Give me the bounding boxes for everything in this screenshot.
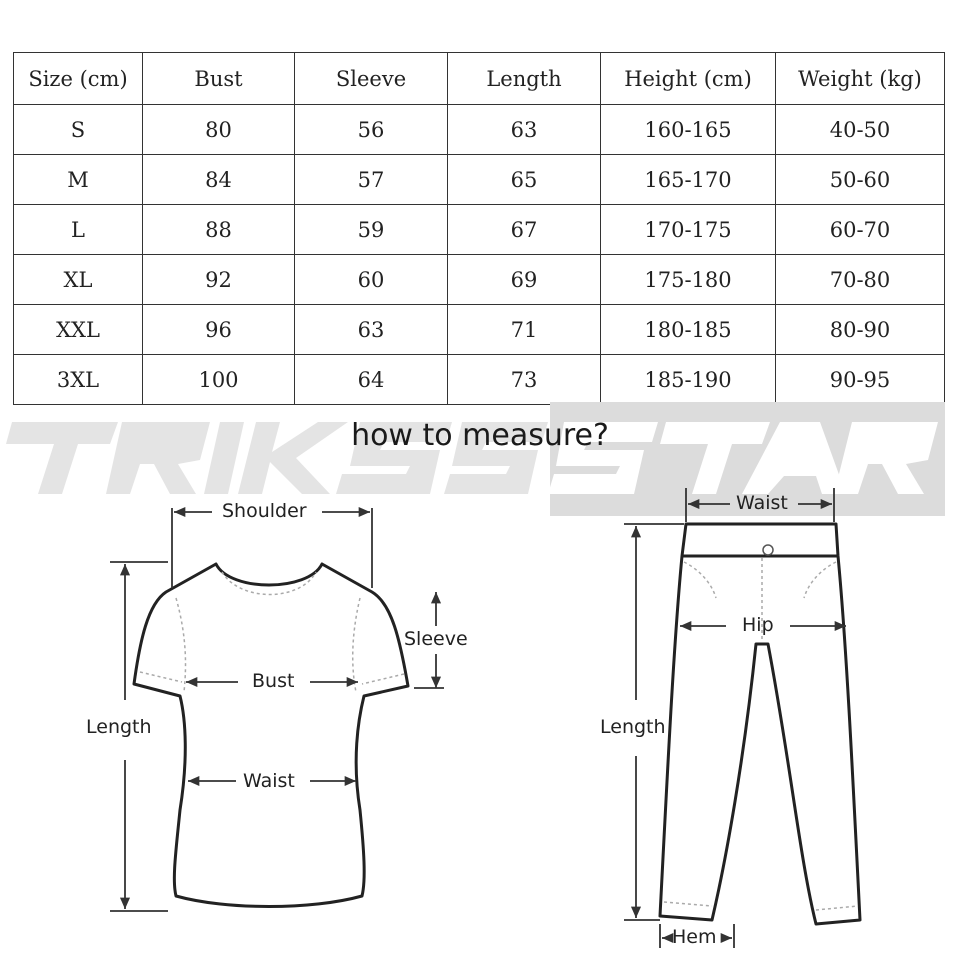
column-header: Sleeve xyxy=(295,53,448,105)
page-title: how to measure? xyxy=(351,418,609,453)
table-cell: 69 xyxy=(448,255,601,305)
table-cell: 63 xyxy=(448,105,601,155)
table-cell: 73 xyxy=(448,355,601,405)
table-cell: 160-165 xyxy=(601,105,776,155)
table-cell: 165-170 xyxy=(601,155,776,205)
pants-waist-label: Waist xyxy=(736,492,788,514)
table-cell: 60-70 xyxy=(776,205,945,255)
table-cell: 80 xyxy=(143,105,295,155)
column-header: Size (cm) xyxy=(14,53,143,105)
table-cell: 63 xyxy=(295,305,448,355)
table-cell: 180-185 xyxy=(601,305,776,355)
column-header: Bust xyxy=(143,53,295,105)
table-cell: 40-50 xyxy=(776,105,945,155)
table-cell: 67 xyxy=(448,205,601,255)
table-cell: 71 xyxy=(448,305,601,355)
table-cell: 60 xyxy=(295,255,448,305)
table-cell: XL xyxy=(14,255,143,305)
table-cell: 65 xyxy=(448,155,601,205)
table-cell: L xyxy=(14,205,143,255)
table-cell: 64 xyxy=(295,355,448,405)
table-cell: 170-175 xyxy=(601,205,776,255)
table-cell: 3XL xyxy=(14,355,143,405)
table-cell: 90-95 xyxy=(776,355,945,405)
bust-label: Bust xyxy=(252,670,295,692)
column-header: Length xyxy=(448,53,601,105)
table-cell: 80-90 xyxy=(776,305,945,355)
shoulder-label: Shoulder xyxy=(222,500,307,522)
hem-label: Hem xyxy=(672,926,717,948)
pants-outline xyxy=(660,524,860,924)
table-cell: 96 xyxy=(143,305,295,355)
hip-label: Hip xyxy=(742,614,774,636)
table-cell: 50-60 xyxy=(776,155,945,205)
table-cell: 92 xyxy=(143,255,295,305)
table-cell: 56 xyxy=(295,105,448,155)
tshirt-outline xyxy=(134,564,408,907)
column-header: Height (cm) xyxy=(601,53,776,105)
table-cell: 59 xyxy=(295,205,448,255)
sleeve-label: Sleeve xyxy=(404,628,468,650)
table-cell: 70-80 xyxy=(776,255,945,305)
table-cell: 185-190 xyxy=(601,355,776,405)
table-cell: S xyxy=(14,105,143,155)
table-cell: 57 xyxy=(295,155,448,205)
table-cell: 175-180 xyxy=(601,255,776,305)
column-header: Weight (kg) xyxy=(776,53,945,105)
table-cell: M xyxy=(14,155,143,205)
shirt-length-label: Length xyxy=(86,716,152,738)
table-cell: 100 xyxy=(143,355,295,405)
table-cell: 84 xyxy=(143,155,295,205)
pants-length-label: Length xyxy=(600,716,666,738)
table-cell: XXL xyxy=(14,305,143,355)
table-cell: 88 xyxy=(143,205,295,255)
shirt-waist-label: Waist xyxy=(243,770,295,792)
